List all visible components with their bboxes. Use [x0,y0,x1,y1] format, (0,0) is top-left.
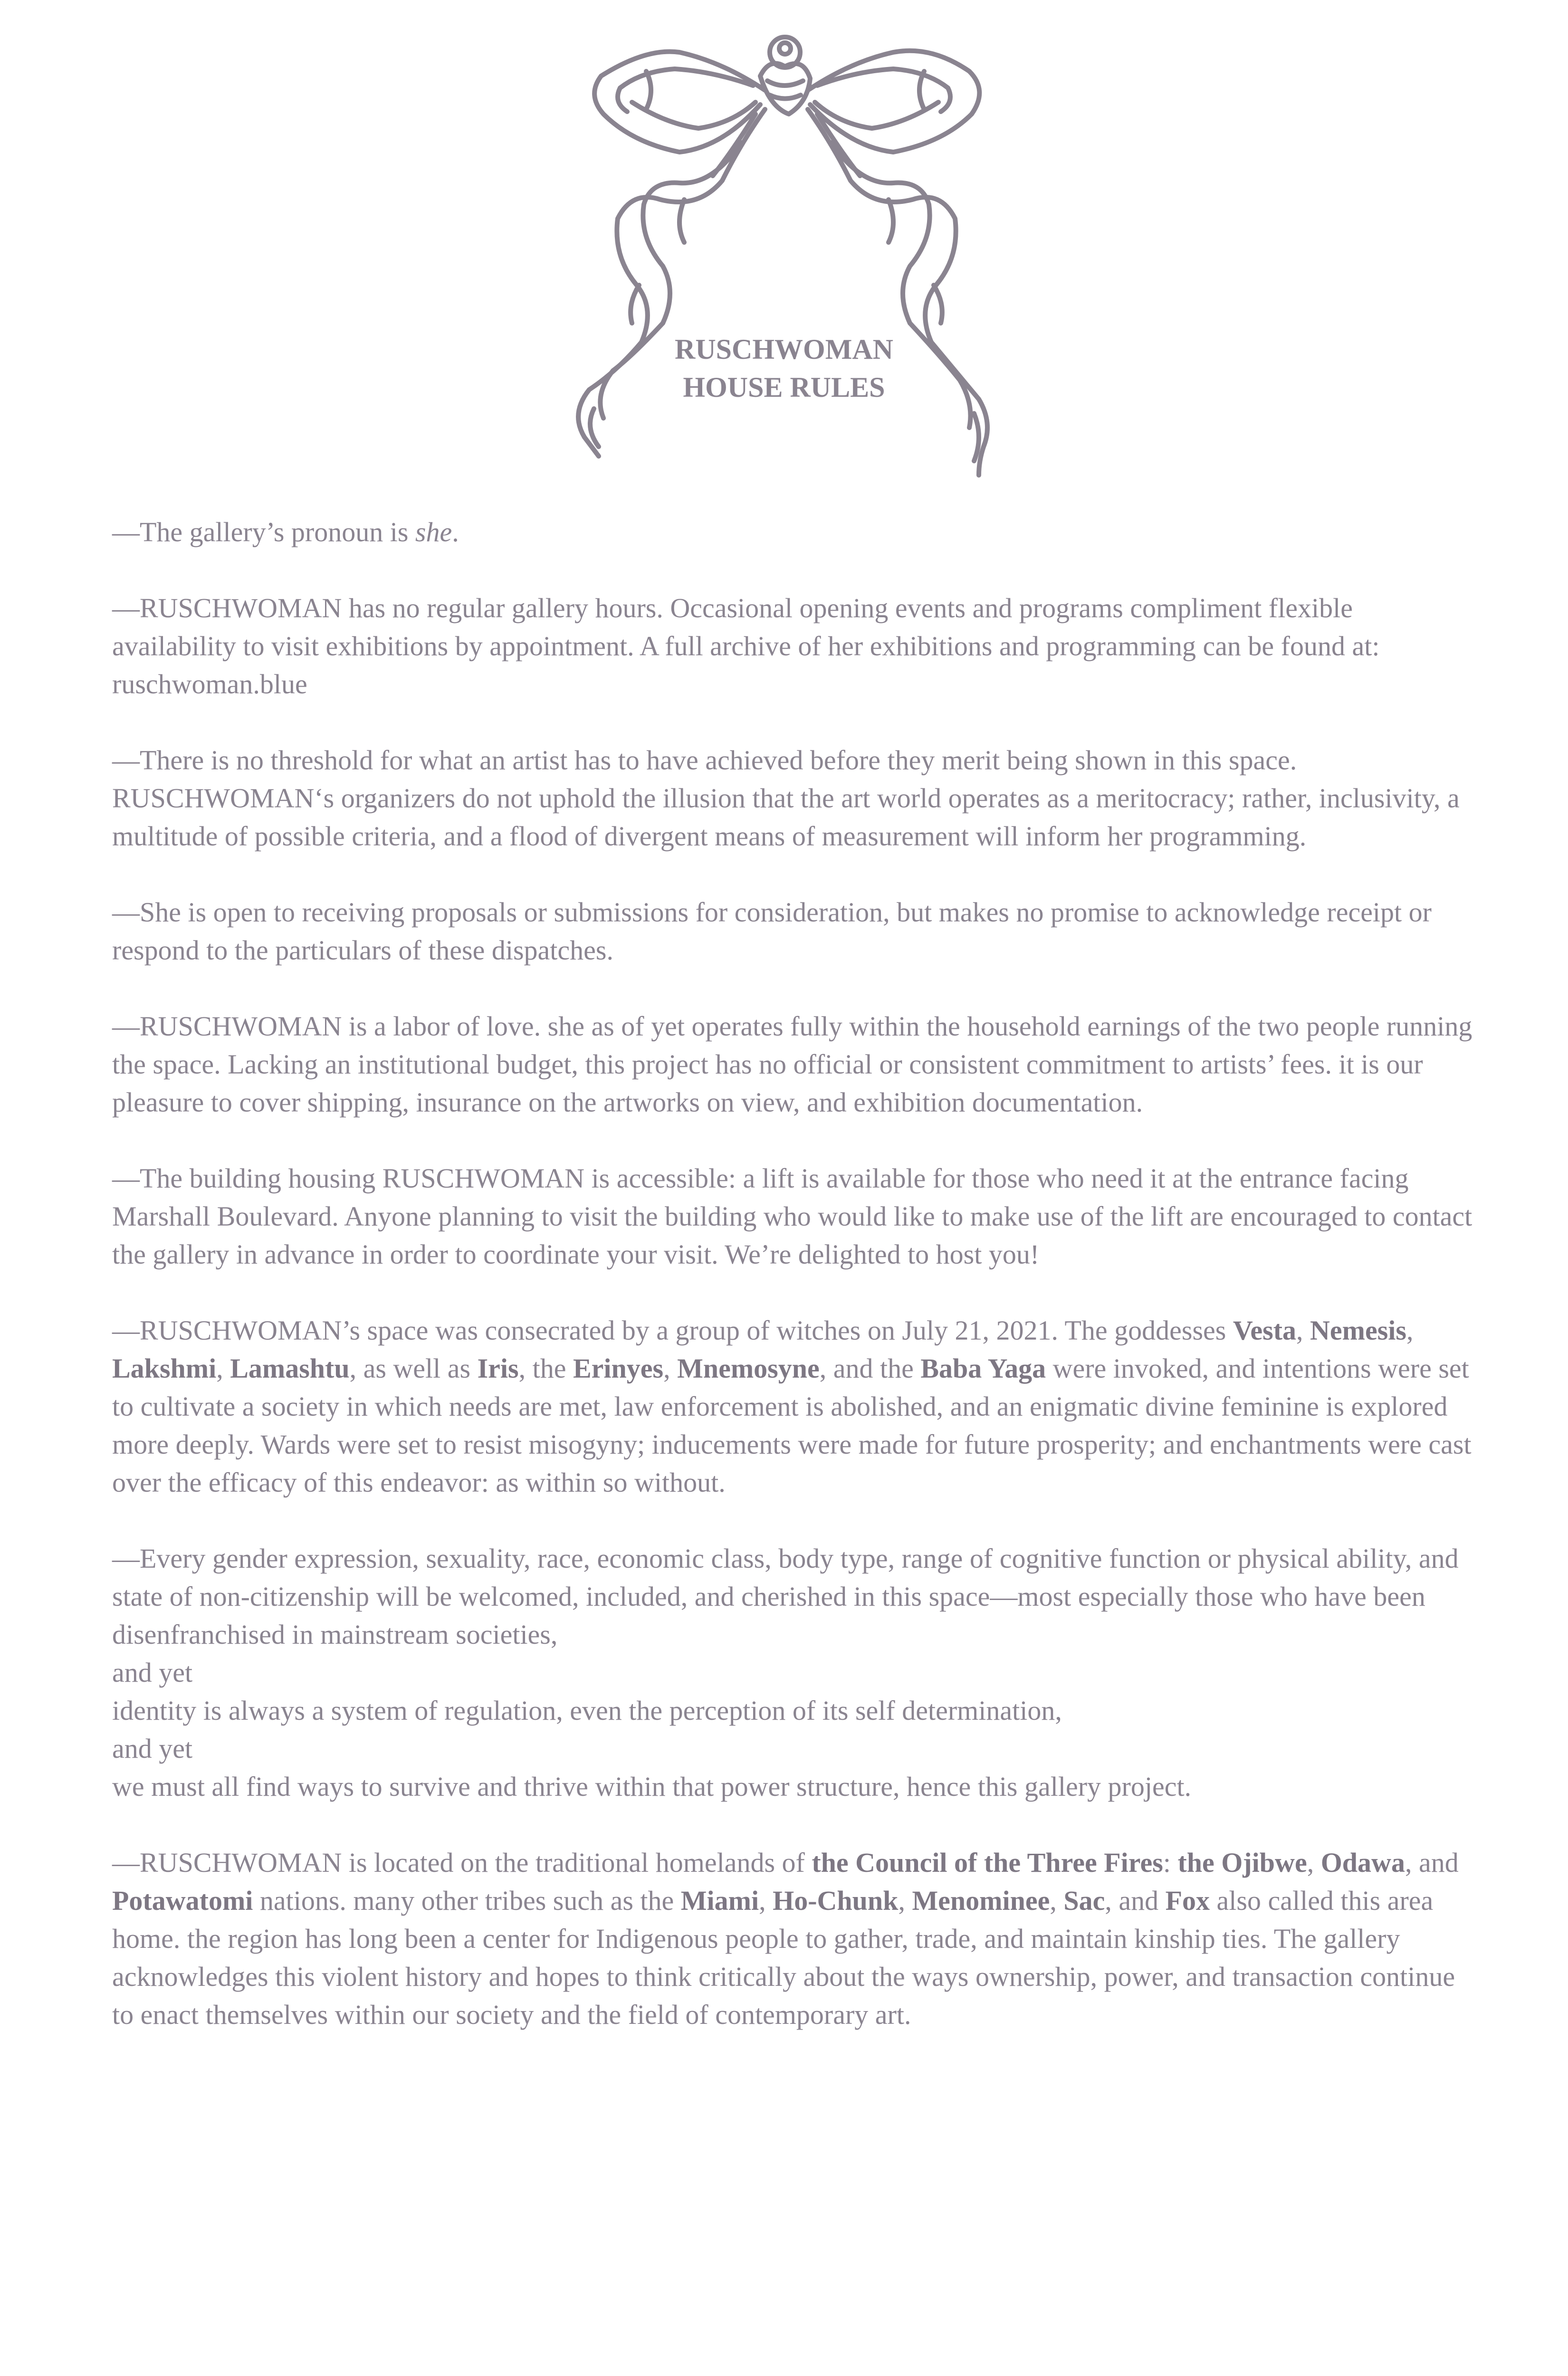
consecration-the: , the [518,1353,573,1384]
title-line-1: RUSCHWOMAN [675,334,893,365]
consecration-rest: were invoked, and intentions were set to cultivate a society in which needs are met, law enforcement is abolished, and an enigmatic divine feminine is explored more deeply. Wards were set to resist misogyny; inducements were made for future prosperity; and enchantments were cast over the efficacy of this endeavor: as within so without. [112,1353,1472,1498]
consecration-intro: —RUSCHWOMAN’s space was consecrated by a group of witches on July 21, 2021. The goddesses [112,1315,1233,1346]
house-rules-list [112,513,1481,2072]
goddess-mnemosyne: Mnemosyne [677,1353,820,1384]
land-rest: also called this area home. the region has long been a center for Indigenous people to gather, trade, and maintain kinship ties. The gallery acknowledges this violent history and hopes to think critically about the ways ownership, power, and transaction continue to enact themselves within our society and the field of contemporary art. [112,1885,1455,2030]
goddess-lakshmi: Lakshmi [112,1353,217,1384]
rule-land-acknowledgment: —RUSCHWOMAN is located on the traditional homelands of the Council of the Three Fires: the Ojibwe, Odawa, and Potawatomi nations. many other tribes such as the Miami, Ho-Chunk, Menominee, Sac, and Fox also called this area home. the region has long been a center for Indigenous people to gather, trade, and maintain kinship ties. The gallery acknowledges this violent history and hopes to think critically about the ways ownership, power, and transaction continue to enact themselves within our society and the field of contemporary art. [112,1847,1459,2030]
rule-submissions: —She is open to receiving proposals or submissions for consideration, but makes no promise to acknowledge receipt or respond to the particulars of these dispatches. [112,897,1432,966]
land-colon: : [1163,1847,1178,1878]
pronoun-italic: she [415,517,452,547]
header [475,19,1093,485]
nation-odawa: Odawa [1320,1847,1405,1878]
land-and-2: , and [1105,1885,1166,1916]
ribbon-bow-icon [475,19,1093,485]
nation-potawatomi: Potawatomi [112,1885,253,1916]
inclusion-line-4: and yet [112,1733,193,1764]
rule-gallery-hours: —RUSCHWOMAN has no regular gallery hours. Occasional opening events and programs compliment flexible availability to visit exhibitions by appointment. A full archive of her exhibitions and programming can be found at: ruschwoman.blue [112,593,1380,699]
goddess-iris: Iris [477,1353,519,1384]
rule-pronoun [112,513,1481,551]
goddess-nemesis: Nemesis [1310,1315,1406,1346]
rule-consecration: —RUSCHWOMAN’s space was consecrated by a group of witches on July 21, 2021. The goddesses Vesta, Nemesis, Lakshmi, Lamashtu, as well as Iris, the Erinyes, Mnemosyne, and the Baba Yaga were invoked, and intentions were set to cultivate a society in which needs are met, law enforcement is abolished, and an enigmatic divine feminine is explored more deeply. Wards were set to resist misogyny; inducements were made for future prosperity; and enchantments were cast over the efficacy of this endeavor: as within so without. [112,1315,1472,1498]
inclusion-line-2: and yet [112,1657,193,1688]
goddess-erinyes: Erinyes [573,1353,664,1384]
inclusion-line-3: identity is always a system of regulation, even the perception of its self determination, [112,1695,1062,1726]
page-title [475,330,1093,406]
consecration-as-well-as: , as well as [349,1353,478,1384]
rule-labor-of-love: —RUSCHWOMAN is a labor of love. she as of yet operates fully within the household earnings of the two people running the space. Lacking an institutional budget, this project has no official or consistent commitment to artists’ fees. it is our pleasure to cover shipping, insurance on the artworks on view, and exhibition documentation. [112,1011,1472,1118]
tribe-sac: Sac [1063,1885,1105,1916]
land-intro: —RUSCHWOMAN is located on the traditional homelands of [112,1847,812,1878]
nation-ojibwe: the Ojibwe [1177,1847,1307,1878]
tribe-miami: Miami [680,1885,759,1916]
goddess-lamashtu: Lamashtu [230,1353,350,1384]
tribe-menominee: Menominee [912,1885,1050,1916]
rule-accessibility: —The building housing RUSCHWOMAN is accessible: a lift is available for those who need it at the entrance facing Marshall Boulevard. Anyone planning to visit the building who would like to make use of the lift are encouraged to contact the gallery in advance in order to coordinate your visit. We’re delighted to host you! [112,1163,1472,1270]
tribe-fox: Fox [1165,1885,1210,1916]
land-mid: nations. many other tribes such as the [253,1885,681,1916]
goddess-vesta: Vesta [1233,1315,1297,1346]
title-line-2: HOUSE RULES [683,372,885,403]
inclusion-line-1: —Every gender expression, sexuality, race, economic class, body type, range of cognitive function or physical ability, and state of non-citizenship will be welcomed, included, and cherished in this space—most especially those who have been disenfranchised in mainstream societies, [112,1543,1459,1650]
rule-pronoun-end: . [452,517,459,547]
goddess-baba-yaga: Baba Yaga [920,1353,1046,1384]
consecration-and-the: , and the [819,1353,921,1384]
tribe-ho-chunk: Ho-Chunk [773,1885,899,1916]
rule-inclusion [112,1540,1481,1806]
land-and-1: , and [1405,1847,1459,1878]
inclusion-line-5: we must all find ways to survive and thrive within that power structure, hence this gallery project. [112,1771,1192,1802]
rule-threshold: —There is no threshold for what an artist has to have achieved before they merit being shown in this space. RUSCHWOMAN‘s organizers do not uphold the illusion that the art world operates as a meritocracy; rather, inclusivity, a multitude of possible criteria, and a flood of divergent means of measurement will inform her programming. [112,745,1460,852]
rule-pronoun-text: —The gallery’s pronoun is [112,517,415,547]
council-three-fires: the Council of the Three Fires [812,1847,1163,1878]
